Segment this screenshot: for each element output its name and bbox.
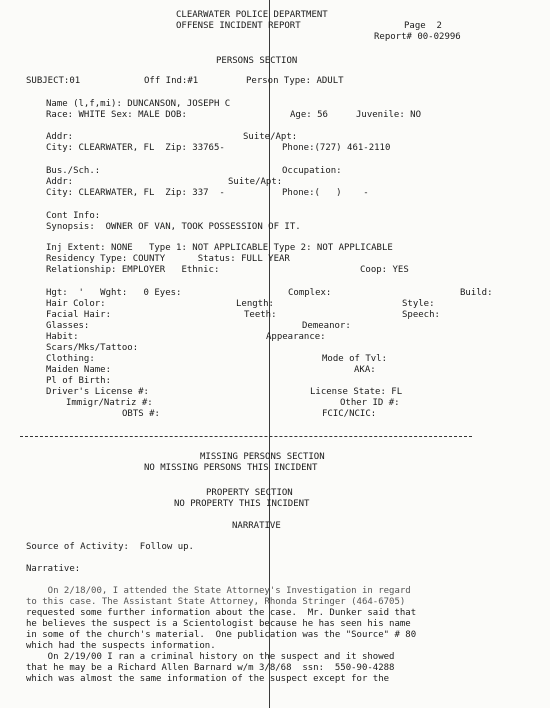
hair-color-field: Hair Color: [46, 299, 106, 309]
place-of-birth-field: Pl of Birth: [46, 376, 112, 386]
demeanor-field: Demeanor: [302, 321, 351, 331]
drivers-license-field: Driver's License #: [46, 387, 149, 397]
narrative-line: he believes the suspect is a Scientologist because he has seen his name [26, 619, 411, 629]
clothing-field: Clothing: [46, 354, 95, 364]
juvenile-field: Juvenile: NO [356, 110, 422, 120]
glasses-field: Glasses: [46, 321, 90, 331]
teeth-field: Teeth: [244, 310, 277, 320]
property-section-title: PROPERTY SECTION [206, 488, 293, 498]
narrative-line: requested some further information about the case. Mr. Dunker said that [26, 608, 417, 618]
residency-field: Residency Type: COUNTY Status: FULL YEAR [46, 254, 290, 264]
fcic-ncic-field: FCIC/NCIC: [322, 409, 377, 419]
synopsis-field: Synopsis: OWNER OF VAN, TOOK POSSESSION OF IT. [46, 222, 301, 232]
speech-field: Speech: [402, 310, 440, 320]
business-phone-field: Phone:( ) - [282, 188, 369, 198]
property-section-text: NO PROPERTY THIS INCIDENT [174, 499, 310, 509]
missing-persons-text: NO MISSING PERSONS THIS INCIDENT [144, 463, 318, 473]
hair-length-field: Length: [236, 299, 274, 309]
build-field: Build: [460, 288, 493, 298]
business-address-field: Addr: [46, 177, 74, 187]
mode-of-travel-field: Mode of Tvl: [322, 354, 388, 364]
aka-field: AKA: [354, 365, 376, 375]
subject-id: SUBJECT:01 [26, 76, 81, 86]
department-name: CLEARWATER POLICE DEPARTMENT [176, 10, 328, 20]
narrative-line: to this case. The Assistant State Attorney, Rhonda Stringer (464-6705) [26, 597, 406, 607]
maiden-name-field: Maiden Name: [46, 365, 112, 375]
narrative-line: that he may be a Richard Allen Barnard w/m 3/8/68 ssn: 550-90-4288 [26, 663, 395, 673]
business-school-field: Bus./Sch.: [46, 166, 101, 176]
report-title: OFFENSE INCIDENT REPORT [176, 21, 301, 31]
height-weight-eyes: Hgt: ' Wght: 0 Eyes: [46, 288, 182, 298]
narrative-line: in some of the church's material. One publication was the "Source" # 80 [26, 630, 417, 640]
business-suite-field: Suite/Apt: [228, 177, 283, 187]
license-state-field: License State: FL [310, 387, 403, 397]
name-field: Name (l,f,mi): DUNCANSON, JOSEPH C [46, 99, 231, 109]
page-number: Page 2 [404, 21, 442, 31]
suite-apt-field: Suite/Apt: [243, 132, 298, 142]
hair-style-field: Style: [402, 299, 435, 309]
age-field: Age: 56 [290, 110, 328, 120]
persons-section-title: PERSONS SECTION [216, 56, 298, 66]
narrative-line: On 2/19/00 I ran a criminal history on the suspect and it showed [26, 652, 395, 662]
immigration-field: Immigr/Natriz #: [66, 398, 153, 408]
facial-hair-field: Facial Hair: [46, 310, 112, 320]
scars-marks-tattoo-field: Scars/Mks/Tattoo: [46, 343, 139, 353]
narrative-label: Narrative: [26, 564, 81, 574]
other-id-field: Other ID #: [340, 398, 400, 408]
relationship-field: Relationship: EMPLOYER Ethnic: [46, 265, 220, 275]
occupation-field: Occupation: [282, 166, 342, 176]
section-divider [20, 436, 472, 437]
appearance-field: Appearance: [266, 332, 326, 342]
habit-field: Habit: [46, 332, 79, 342]
narrative-line: On 2/18/00, I attended the State Attorney's Investigation in regard [26, 586, 411, 596]
missing-persons-title: MISSING PERSONS SECTION [200, 452, 325, 462]
address-field: Addr: [46, 132, 74, 142]
business-city-zip-field: City: CLEARWATER, FL Zip: 337 - [46, 188, 225, 198]
complexion-field: Complex: [288, 288, 332, 298]
person-type: Person Type: ADULT [246, 76, 344, 86]
city-zip-field: City: CLEARWATER, FL Zip: 33765- [46, 143, 225, 153]
offender-indicator: Off Ind:#1 [144, 76, 199, 86]
report-number: Report# 00-02996 [374, 32, 461, 42]
contact-info-field: Cont Info: [46, 211, 101, 221]
narrative-line: which was almost the same information of the suspect except for the [26, 674, 390, 684]
race-sex-dob: Race: WHITE Sex: MALE DOB: [46, 110, 187, 120]
obts-field: OBTS #: [122, 409, 160, 419]
coop-field: Coop: YES [360, 265, 409, 275]
source-of-activity: Source of Activity: Follow up. [26, 542, 194, 552]
phone-field: Phone:(727) 461-2110 [282, 143, 391, 153]
injury-extent-field: Inj Extent: NONE Type 1: NOT APPLICABLE Type 2: NOT APPLICABLE [46, 243, 393, 253]
narrative-line: which had the suspects information. [26, 641, 216, 651]
narrative-title: NARRATIVE [232, 521, 281, 531]
